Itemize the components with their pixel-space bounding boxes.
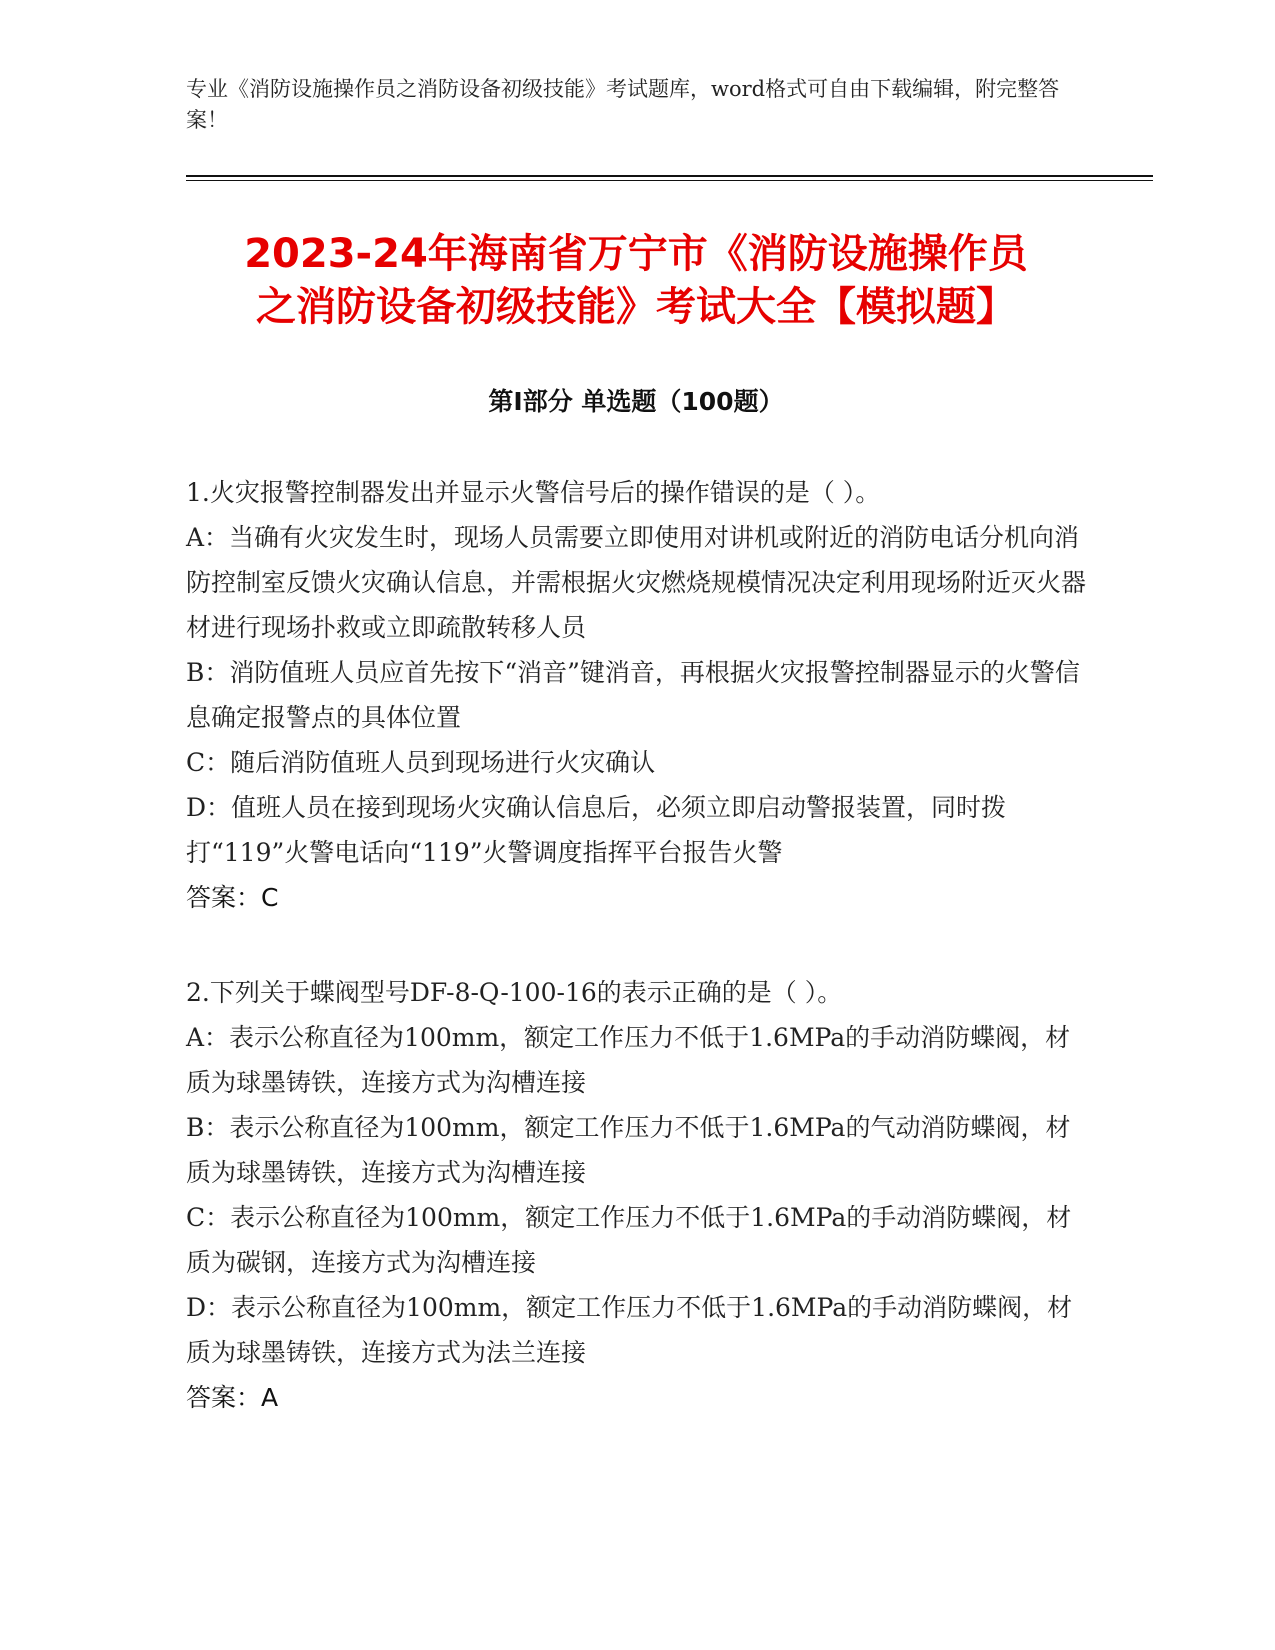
option-b: B：表示公称直径为100mm，额定工作压力不低于1.6MPa的气动消防蝶阀，材质为球墨铸铁，连接方式为沟槽连接 <box>186 1113 1071 1187</box>
header-rule-thin <box>186 180 1153 181</box>
document-title-line-2: 之消防设备初级技能》考试大全【模拟题】 <box>256 284 1016 330</box>
option-b: B：消防值班人员应首先按下“消音”键消音，再根据火灾报警控制器显示的火警信息确定报警点的具体位置 <box>186 658 1080 732</box>
section-title: 第Ⅰ部分 单选题（100题） <box>488 387 784 416</box>
header-rule-thick <box>186 175 1153 177</box>
header-note: 专业《消防设施操作员之消防设备初级技能》考试题库，word格式可自由下载编辑，附完整答案！ <box>186 77 1060 132</box>
answer: 答案：A <box>186 1383 279 1412</box>
option-d: D：表示公称直径为100mm，额定工作压力不低于1.6MPa的手动消防蝶阀，材质为球墨铸铁，连接方式为法兰连接 <box>186 1293 1073 1367</box>
question-2 <box>186 970 1086 1420</box>
question-1 <box>186 470 1086 920</box>
document-title <box>186 228 1086 334</box>
question-stem: 1.火灾报警控制器发出并显示火警信号后的操作错误的是（ ）。 <box>186 478 881 507</box>
document-title-line-1: 2023-24年海南省万宁市《消防设施操作员 <box>244 231 1028 277</box>
option-a: A：表示公称直径为100mm，额定工作压力不低于1.6MPa的手动消防蝶阀，材质为球墨铸铁，连接方式为沟槽连接 <box>186 1023 1071 1097</box>
option-d: D：值班人员在接到现场火灾确认信息后，必须立即启动警报装置，同时拨打“119”火警电话向“119”火警调度指挥平台报告火警 <box>186 793 1007 867</box>
option-c: C：随后消防值班人员到现场进行火灾确认 <box>186 748 656 777</box>
answer: 答案：C <box>186 883 279 912</box>
question-stem: 2.下列关于蝶阀型号DF-8-Q-100-16的表示正确的是（ ）。 <box>186 978 843 1007</box>
option-a: A：当确有火灾发生时，现场人员需要立即使用对讲机或附近的消防电话分机向消防控制室反馈火灾确认信息，并需根据火灾燃烧规模情况决定利用现场附近灭火器材进行现场扑救或立即疏散转移人员 <box>186 523 1087 642</box>
option-c: C：表示公称直径为100mm，额定工作压力不低于1.6MPa的手动消防蝶阀，材质为碳钢，连接方式为沟槽连接 <box>186 1203 1072 1277</box>
